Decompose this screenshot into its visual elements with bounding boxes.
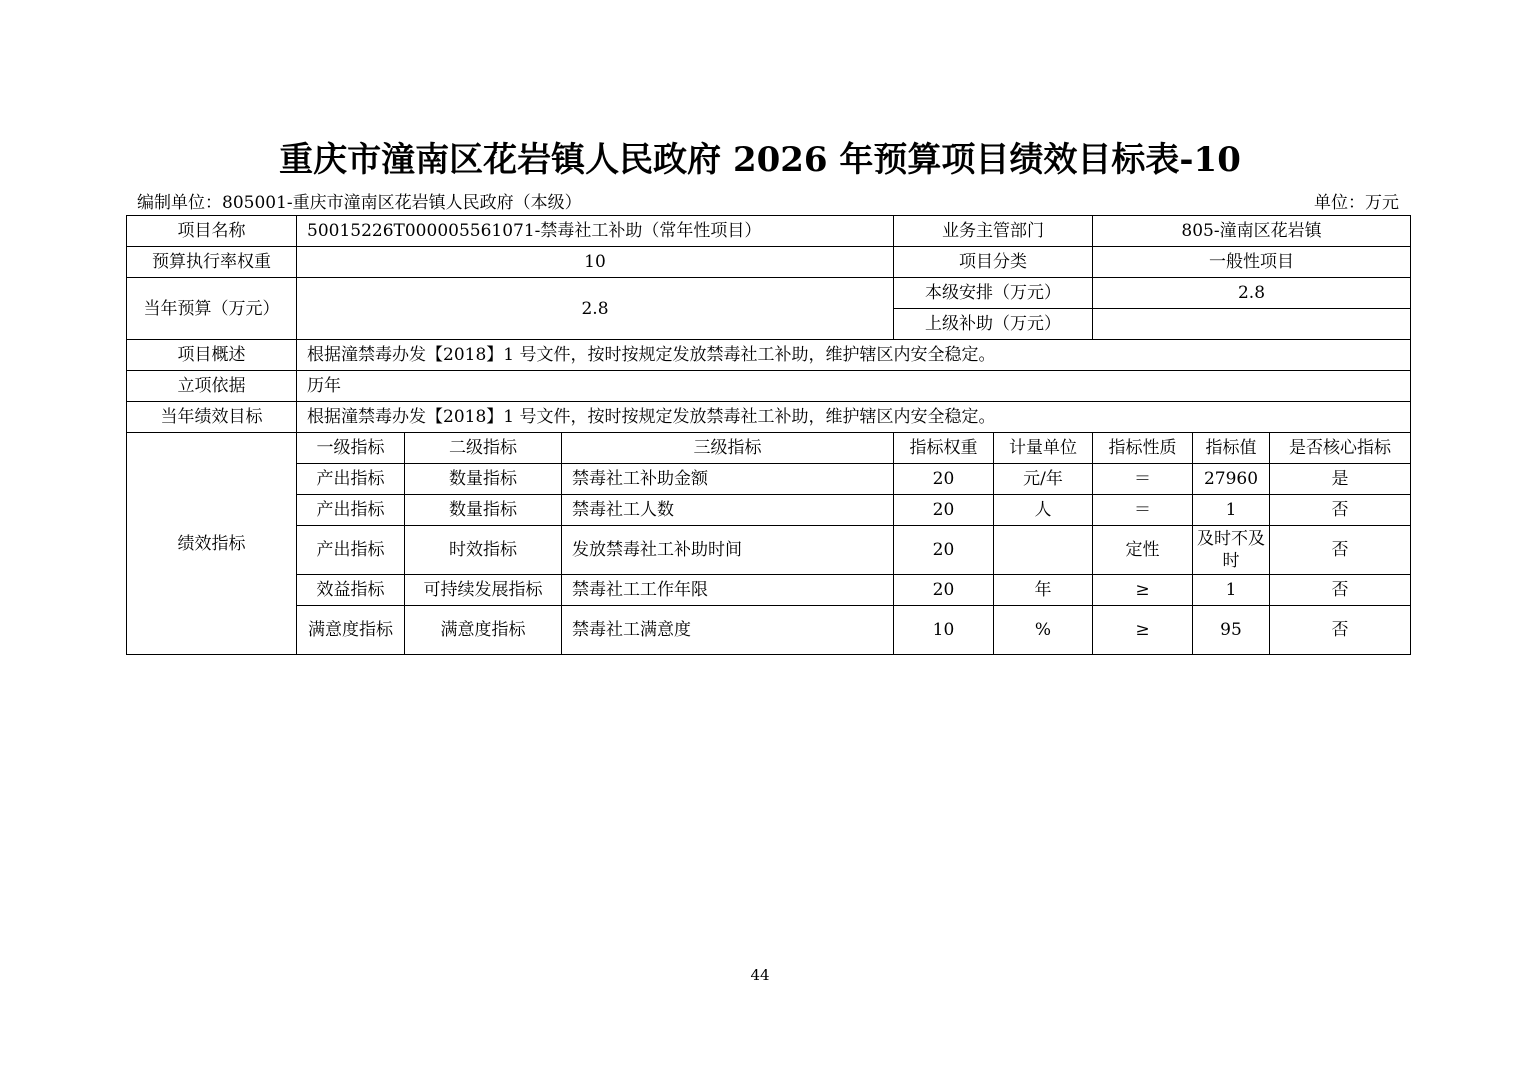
level2: 数量指标: [405, 464, 562, 495]
category-label: 项目分类: [894, 247, 1093, 278]
level1: 产出指标: [297, 526, 405, 575]
indicator-header-row: [127, 433, 1411, 464]
weight: 20: [894, 575, 994, 606]
table-row: [127, 216, 1411, 247]
core-flag: 否: [1270, 575, 1411, 606]
basis-label: 立项依据: [127, 371, 297, 402]
header-value: 指标值: [1193, 433, 1270, 464]
table-row: [127, 247, 1411, 278]
target-value: 95: [1193, 606, 1270, 655]
nature: ≥: [1093, 575, 1193, 606]
level1: 产出指标: [297, 495, 405, 526]
table-row: [127, 371, 1411, 402]
level2: 数量指标: [405, 495, 562, 526]
category-value: 一般性项目: [1093, 247, 1411, 278]
indicator-row: [127, 526, 1411, 575]
nature: ≥: [1093, 606, 1193, 655]
overview-value: 根据潼禁毒办发【2018】1 号文件，按时按规定发放禁毒社工补助，维护辖区内安全稳定。: [297, 340, 1411, 371]
budget-value: 2.8: [297, 278, 894, 340]
nature: ＝: [1093, 495, 1193, 526]
target-value: 及时不及时: [1193, 526, 1270, 575]
level3: 禁毒社工补助金额: [562, 464, 894, 495]
weight: 20: [894, 526, 994, 575]
unit: 人: [994, 495, 1093, 526]
level3: 禁毒社工人数: [562, 495, 894, 526]
indicators-label: 绩效指标: [127, 433, 297, 655]
indicator-row: [127, 575, 1411, 606]
nature: 定性: [1093, 526, 1193, 575]
unit: [994, 526, 1093, 575]
core-flag: 否: [1270, 606, 1411, 655]
header-unit: 计量单位: [994, 433, 1093, 464]
table-row: [127, 278, 1411, 309]
nature: ＝: [1093, 464, 1193, 495]
level3: 禁毒社工满意度: [562, 606, 894, 655]
level2: 满意度指标: [405, 606, 562, 655]
weight: 10: [894, 606, 994, 655]
table-row: [127, 340, 1411, 371]
level3: 发放禁毒社工补助时间: [562, 526, 894, 575]
header-level1: 一级指标: [297, 433, 405, 464]
project-name-value: 50015226T000005561071-禁毒社工补助（常年性项目）: [297, 216, 894, 247]
local-label: 本级安排（万元）: [894, 278, 1093, 309]
compiling-unit: 编制单位：805001-重庆市潼南区花岩镇人民政府（本级）: [137, 193, 582, 213]
indicator-row: [127, 606, 1411, 655]
weight-value: 10: [297, 247, 894, 278]
header-core: 是否核心指标: [1270, 433, 1411, 464]
unit: 年: [994, 575, 1093, 606]
core-flag: 是: [1270, 464, 1411, 495]
header-weight: 指标权重: [894, 433, 994, 464]
level1: 产出指标: [297, 464, 405, 495]
page-number: 44: [750, 966, 770, 984]
target-value: 1: [1193, 495, 1270, 526]
core-flag: 否: [1270, 526, 1411, 575]
target-value: 27960: [1193, 464, 1270, 495]
performance-table: [126, 215, 1411, 655]
indicator-row: [127, 464, 1411, 495]
goal-label: 当年绩效目标: [127, 402, 297, 433]
money-unit: 单位：万元: [1314, 193, 1399, 213]
level1: 满意度指标: [297, 606, 405, 655]
indicator-row: [127, 495, 1411, 526]
header-level3: 三级指标: [562, 433, 894, 464]
level2: 可持续发展指标: [405, 575, 562, 606]
unit: %: [994, 606, 1093, 655]
table-row: [127, 402, 1411, 433]
header-level2: 二级指标: [405, 433, 562, 464]
budget-label: 当年预算（万元）: [127, 278, 297, 340]
weight: 20: [894, 464, 994, 495]
level3: 禁毒社工工作年限: [562, 575, 894, 606]
target-value: 1: [1193, 575, 1270, 606]
basis-value: 历年: [297, 371, 1411, 402]
core-flag: 否: [1270, 495, 1411, 526]
page-title: 重庆市潼南区花岩镇人民政府 2026 年预算项目绩效目标表-10: [279, 140, 1241, 180]
project-name-label: 项目名称: [127, 216, 297, 247]
upper-label: 上级补助（万元）: [894, 309, 1093, 340]
level2: 时效指标: [405, 526, 562, 575]
weight-label: 预算执行率权重: [127, 247, 297, 278]
unit: 元/年: [994, 464, 1093, 495]
weight: 20: [894, 495, 994, 526]
upper-value: [1093, 309, 1411, 340]
overview-label: 项目概述: [127, 340, 297, 371]
goal-value: 根据潼禁毒办发【2018】1 号文件，按时按规定发放禁毒社工补助，维护辖区内安全稳定。: [297, 402, 1411, 433]
local-value: 2.8: [1093, 278, 1411, 309]
dept-label: 业务主管部门: [894, 216, 1093, 247]
dept-value: 805-潼南区花岩镇: [1093, 216, 1411, 247]
level1: 效益指标: [297, 575, 405, 606]
header-nature: 指标性质: [1093, 433, 1193, 464]
